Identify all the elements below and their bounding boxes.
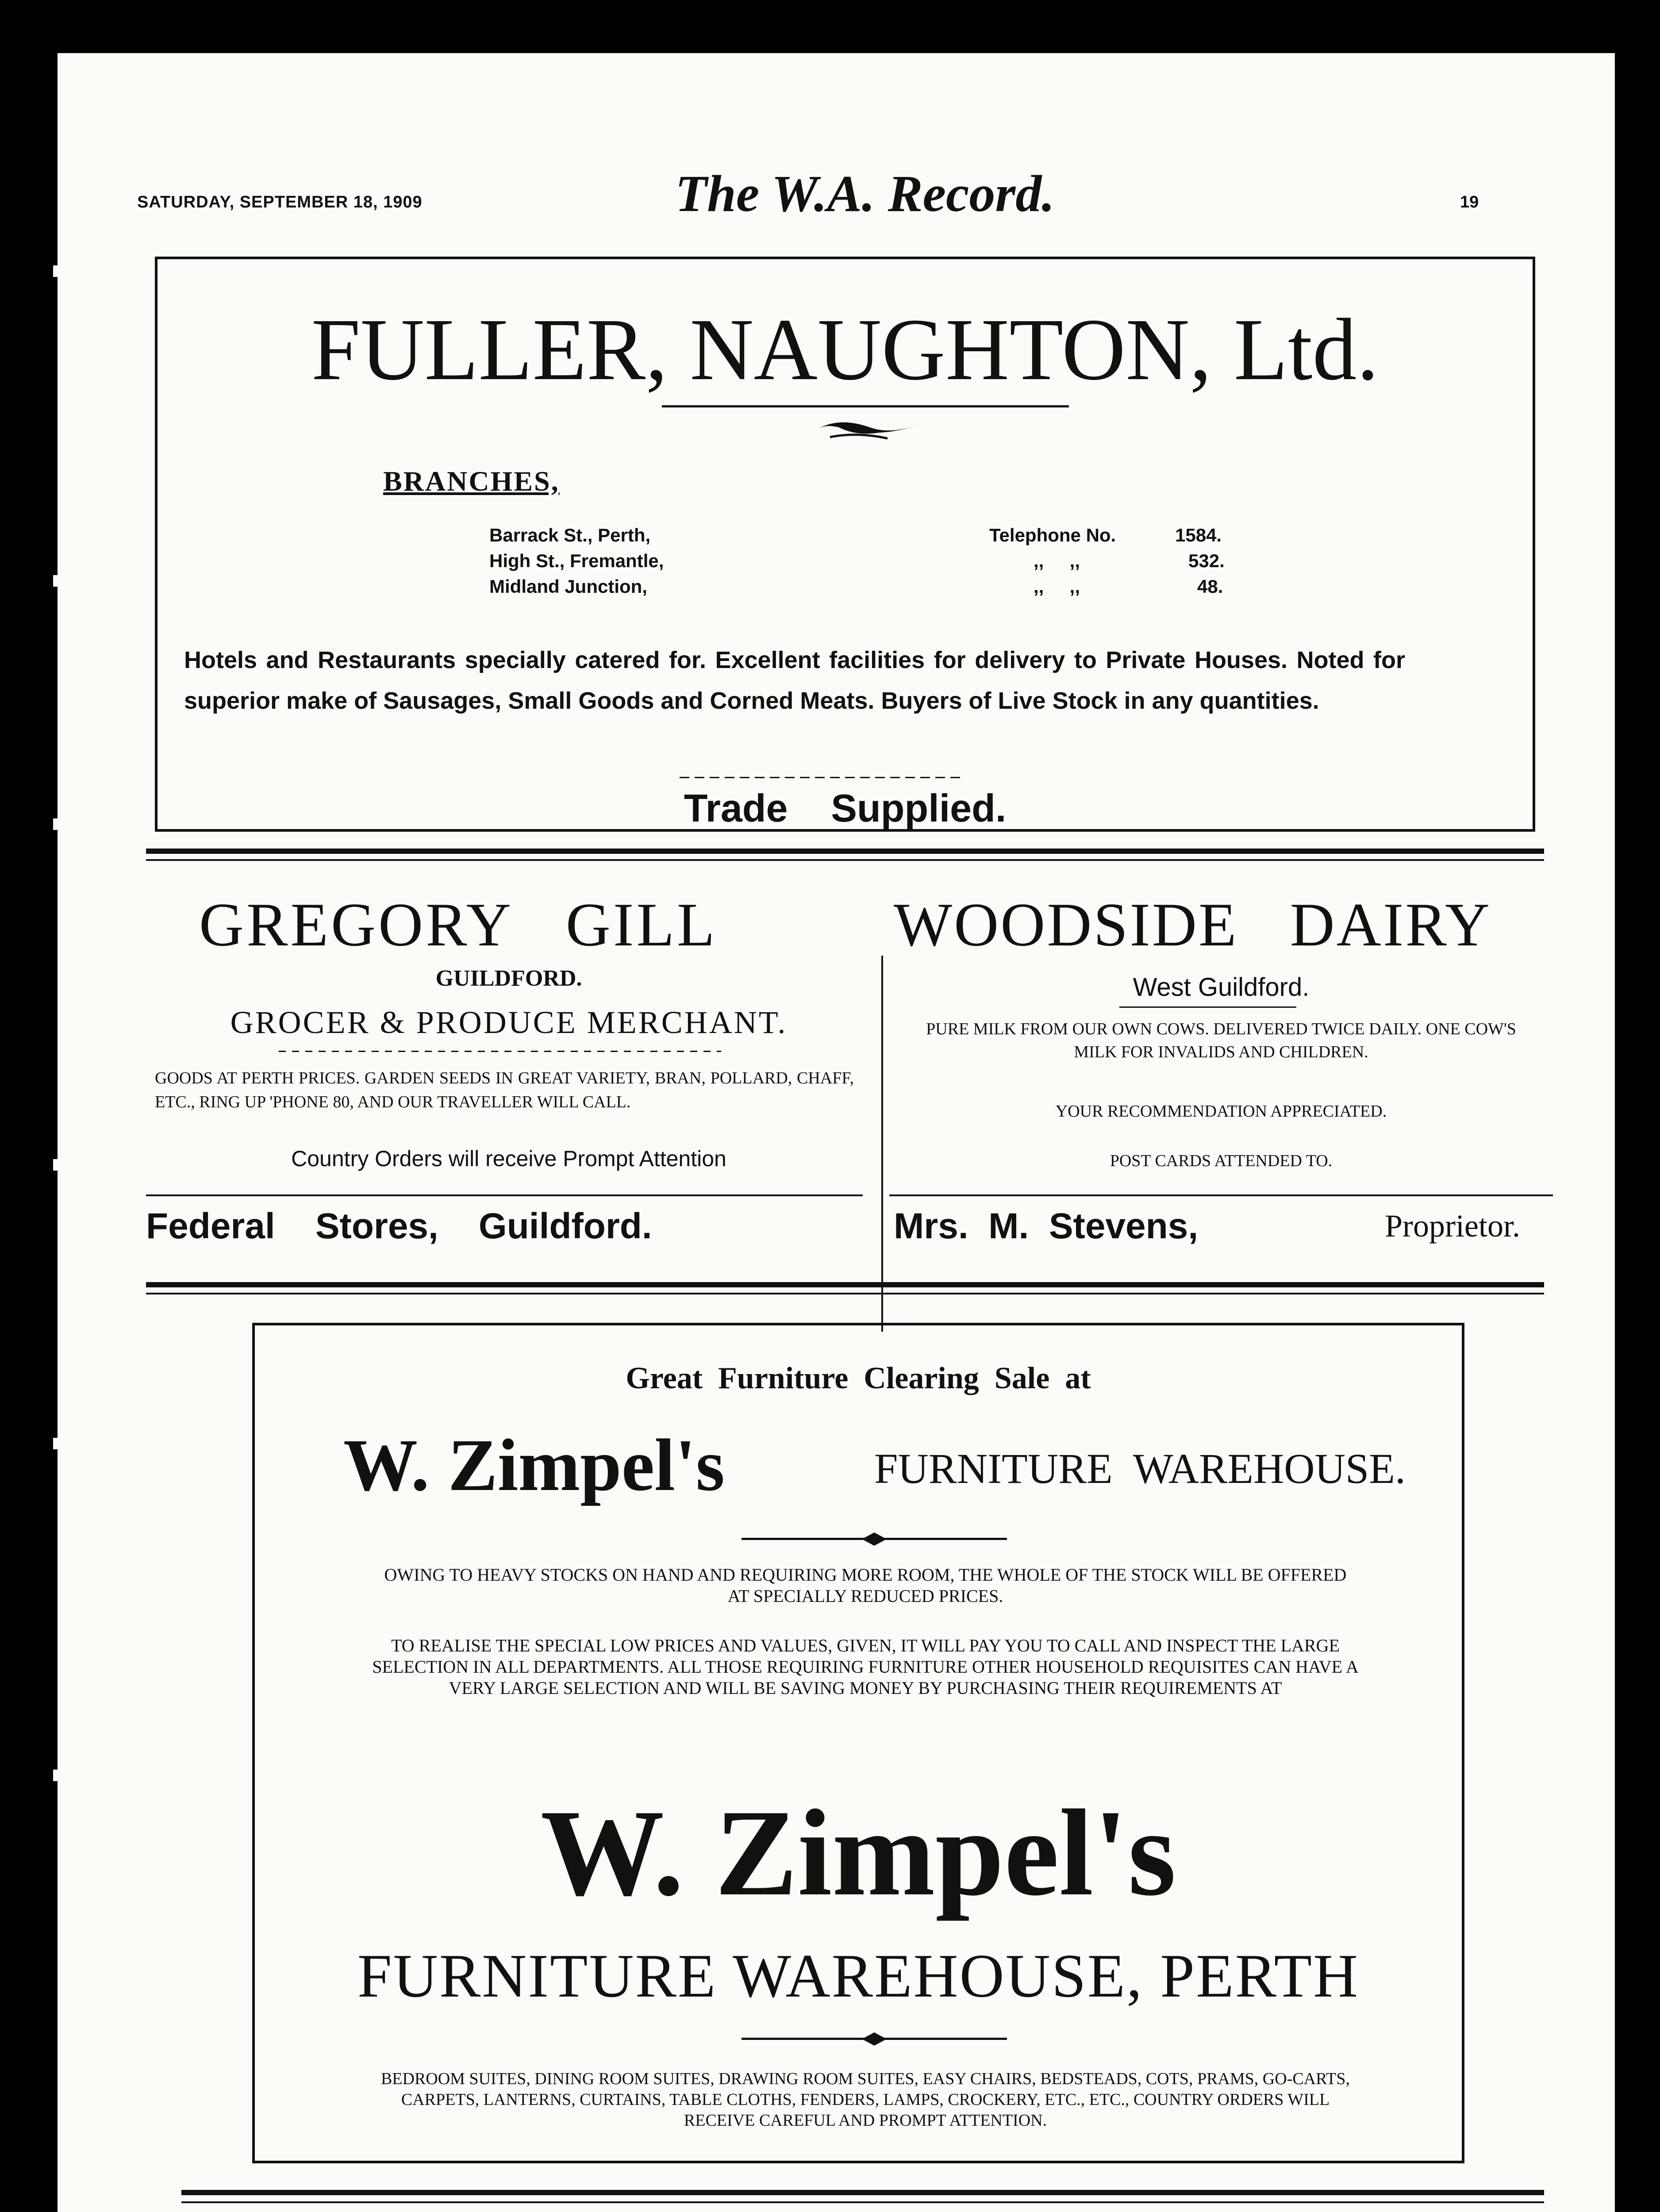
zimpel-intro: Great Furniture Clearing Sale at xyxy=(626,1361,1091,1395)
newspaper-page xyxy=(58,53,1615,2212)
zimpel-para2: TO REALISE THE SPECIAL LOW PRICES AND VALUES, GIVEN, IT WILL PAY YOU TO CALL AND INSPECT THE LARGE SELECTION IN ALL DEPARTMENTS. ALL THOSE REQUIRING FURNITURE OTHER HOUSEHOLD REQUISITES CAN HAVE A VERY LARGE SELECTION AND WILL BE SAVING MONEY BY PURCHASING THEIR REQUIREMENTS AT xyxy=(372,1636,1359,1698)
woodside-proprietor-title: Proprietor. xyxy=(1385,1208,1520,1244)
zimpel-name-small: W. Zimpel's xyxy=(343,1424,725,1506)
zimpel-warehouse-large: FURNITURE WAREHOUSE, PERTH xyxy=(357,1942,1360,2010)
issue-date: SATURDAY, SEPTEMBER 18, 1909 xyxy=(137,193,423,211)
branches-heading: BRANCHES, xyxy=(383,465,560,497)
rule xyxy=(146,1194,863,1196)
gill-country-orders: Country Orders will receive Prompt Attention xyxy=(291,1146,726,1171)
section-rule xyxy=(181,2190,1544,2195)
section-rule xyxy=(146,849,1544,854)
woodside-recommend: YOUR RECOMMENDATION APPRECIATED. xyxy=(1055,1102,1387,1121)
edge-mark xyxy=(53,1770,62,1781)
phone-number: 48. xyxy=(1197,576,1223,597)
woodside-name: WOODSIDE DAIRY xyxy=(894,891,1492,959)
gregory-gill-ad xyxy=(146,872,872,1349)
gill-trade: GROCER & PRODUCE MERCHANT. xyxy=(230,1005,788,1040)
edge-mark xyxy=(53,1159,62,1171)
branch-location: Barrack St., Perth, xyxy=(489,525,651,545)
section-rule xyxy=(181,2201,1544,2203)
newspaper-title: The W.A. Record. xyxy=(675,165,1055,223)
rule xyxy=(1119,1006,1296,1008)
fuller-company-name: FULLER, NAUGHTON, Ltd. xyxy=(311,301,1379,399)
trade-supplied: Trade Supplied. xyxy=(684,786,1007,830)
gill-name: GREGORY GILL xyxy=(199,891,718,959)
woodside-postcards: POST CARDS ATTENDED TO. xyxy=(1110,1152,1333,1170)
branch-location: Midland Junction, xyxy=(489,576,647,597)
diamond-icon xyxy=(862,2032,887,2046)
column-divider xyxy=(881,956,883,1332)
woodside-milk: PURE MILK FROM OUR OWN COWS. DELIVERED TWICE DAILY. ONE COW'S MILK FOR INVALIDS AND CHILDREN. xyxy=(926,1020,1516,1061)
zimpel-furniture-ad xyxy=(252,1323,1464,2163)
diamond-icon xyxy=(862,1532,887,1546)
phone-label: ,, ,, xyxy=(1034,576,1080,597)
section-rule xyxy=(146,859,1544,861)
woodside-proprietor-name: Mrs. M. Stevens, xyxy=(894,1206,1199,1246)
edge-mark xyxy=(53,1438,62,1449)
phone-number: 1584. xyxy=(1175,525,1222,545)
fuller-title-rule xyxy=(662,405,1069,407)
ornament-icon xyxy=(812,414,927,445)
fuller-description: Hotels and Restaurants specially catered for. Excellent facilities for delivery to Private Houses. Noted for superior make of Sausages, Small Goods and Corned Meats. Buyers of Live Stock in any quantities. xyxy=(184,647,1405,714)
fuller-naughton-ad xyxy=(155,257,1535,832)
edge-mark xyxy=(53,818,62,830)
gill-place: GUILDFORD. xyxy=(435,966,582,991)
zimpel-para1: OWING TO HEAVY STOCKS ON HAND AND REQUIRING MORE ROOM, THE WHOLE OF THE STOCK WILL BE OFFERED AT SPECIALLY REDUCED PRICES. xyxy=(384,1565,1347,1606)
page-number: 19 xyxy=(1460,193,1479,211)
dotted-rule xyxy=(279,1051,721,1052)
zimpel-warehouse-small: FURNITURE WAREHOUSE. xyxy=(874,1445,1406,1492)
phone-label: Telephone No. xyxy=(989,525,1116,545)
edge-mark xyxy=(53,575,62,587)
branch-location: High St., Fremantle, xyxy=(489,550,664,571)
gill-footer: Federal Stores, Guildford. xyxy=(146,1206,652,1246)
phone-number: 532. xyxy=(1188,550,1225,571)
woodside-place: West Guildford. xyxy=(1133,973,1310,1002)
zimpel-items: BEDROOM SUITES, DINING ROOM SUITES, DRAWING ROOM SUITES, EASY CHAIRS, BEDSTEADS, COTS, PRAMS, GO-CARTS, CARPETS, LANTERNS, CURTAINS, TABLE CLOTHS, FENDERS, LAMPS, CROCKERY, ETC., ETC., COUNTRY ORDERS WILL RECEIVE CAREFUL AND PROMPT ATTENTION. xyxy=(380,2070,1350,2130)
zimpel-name-large: W. Zimpel's xyxy=(540,1784,1176,1921)
edge-mark xyxy=(53,265,62,277)
rule xyxy=(889,1194,1553,1196)
phone-label: ,, ,, xyxy=(1034,550,1080,571)
section-rule xyxy=(146,1293,1544,1294)
section-rule xyxy=(146,1282,1544,1287)
dotted-rule xyxy=(680,777,963,778)
gill-goods: GOODS AT PERTH PRICES. GARDEN SEEDS IN GREAT VARIETY, BRAN, POLLARD, CHAFF, ETC., RING UP 'PHONE 80, AND OUR TRAVELLER WILL CALL. xyxy=(155,1069,854,1111)
woodside-dairy-ad xyxy=(889,872,1553,1349)
